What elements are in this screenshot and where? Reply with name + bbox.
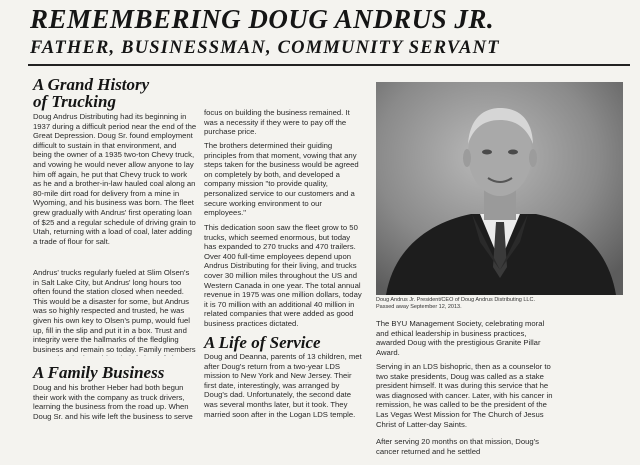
service-paragraph-1: Doug and Deanna, parents of 13 children, met after Doug's return from a two-year LDS mission to New York and New Jersey. Their first date, interestingly, was arranged by Doug's dad. Unfortunately, the second date was several months later, but it took. They married soon after in the Logan LDS temple. (204, 352, 362, 419)
right-paragraph-1: The BYU Management Society, celebrating moral and ethical leadership in business practices, awarded Doug with the prestigious Granite Pillar Award. (376, 319, 545, 357)
history-paragraph-2: Andrus' trucks regularly fueled at Slim Olsen's in Salt Lake City, but Andrus' long hours too often found the station closed when needed. This would be a disaster for some, but Andrus was so highly respected and trusted, he was given his own key to Olsen's pump, would fuel up, fill in the slip and put it in a box. Trust and integrity were the hallmarks of the fledgling business and remain so today. Family members (33, 268, 196, 354)
middle-paragraph-2: The brothers determined their guiding principles from that moment, vowing that any steps taken for the business would be agreed on completely by both, and developed a company mission "to provide quality, personalized service to our customers and a secure working environment to our employees." (204, 141, 359, 218)
history-paragraph-1: Doug Andrus Distributing had its beginning in 1937 during a difficult period near the end of the Great Depression. Doug Sr. found employment difficult to sustain in that environment, and being the owner of a 1935 two-ton Chevy truck, and vowing he would never allow anyone to lay him off again, he put that Chevy truck to work as he and a brother-in-law hauled coal along an 80-mile dirt road for delivery from a mine in Wyoming, and his business was born. The fleet grew gradually with Andrus' first operating loan of $25 and a regular schedule of driving grain to Utah, returning with a load of coal, later adding a trade of flour for salt. (33, 112, 197, 246)
family-paragraph-1: Doug and his brother Heber had both begun their work with the company as truck drivers, learning the business from the road up. When Doug Sr. and his wife left the business to serve (33, 383, 193, 421)
right-paragraph-2: Serving in an LDS bishopric, then as a counselor to two stake presidents, Doug was called as a stake president himself. It was during this service that he was diagnosed with cancer. Later, with his cancer in remission, he was called to be the president of the Las Vegas West Mission for The Church of Jesus Christ of Latter-day Saints. (376, 362, 553, 429)
header-rule (28, 64, 630, 66)
family-heading: A Family Business (33, 363, 165, 382)
subheadline: FATHER, BUSINESSMAN, COMMUNITY SERVANT (30, 38, 500, 58)
photo-caption: Doug Andrus Jr. President/CEO of Doug Andrus Distributing LLC. Passed away September 12, 2013. (376, 297, 535, 310)
headline: REMEMBERING DOUG ANDRUS JR. (30, 4, 495, 34)
history-heading: A Grand History of Trucking (33, 75, 150, 111)
portrait-photo (376, 82, 623, 295)
service-heading: A Life of Service (204, 333, 321, 352)
right-paragraph-3: After serving 20 months on that mission, Doug's cancer returned and he settled (376, 437, 539, 456)
middle-paragraph-3: This dedication soon saw the fleet grow to 50 trucks, which seemed enormous, but today has expanded to 270 trucks and 470 trailers. Over 400 full-time employees depend upon Andrus Distributing for their living, and trucks cover 30 million miles throughout the US and Western Canada in one year. The total annual revenue in 1975 was one million dollars, today it is 70 million with an additional 40 million in related companies that were added as good business practices dictated. (204, 223, 362, 327)
middle-paragraph-1: focus on building the business remained. It was a necessity if they were to pay off the purchase price. (204, 108, 350, 137)
